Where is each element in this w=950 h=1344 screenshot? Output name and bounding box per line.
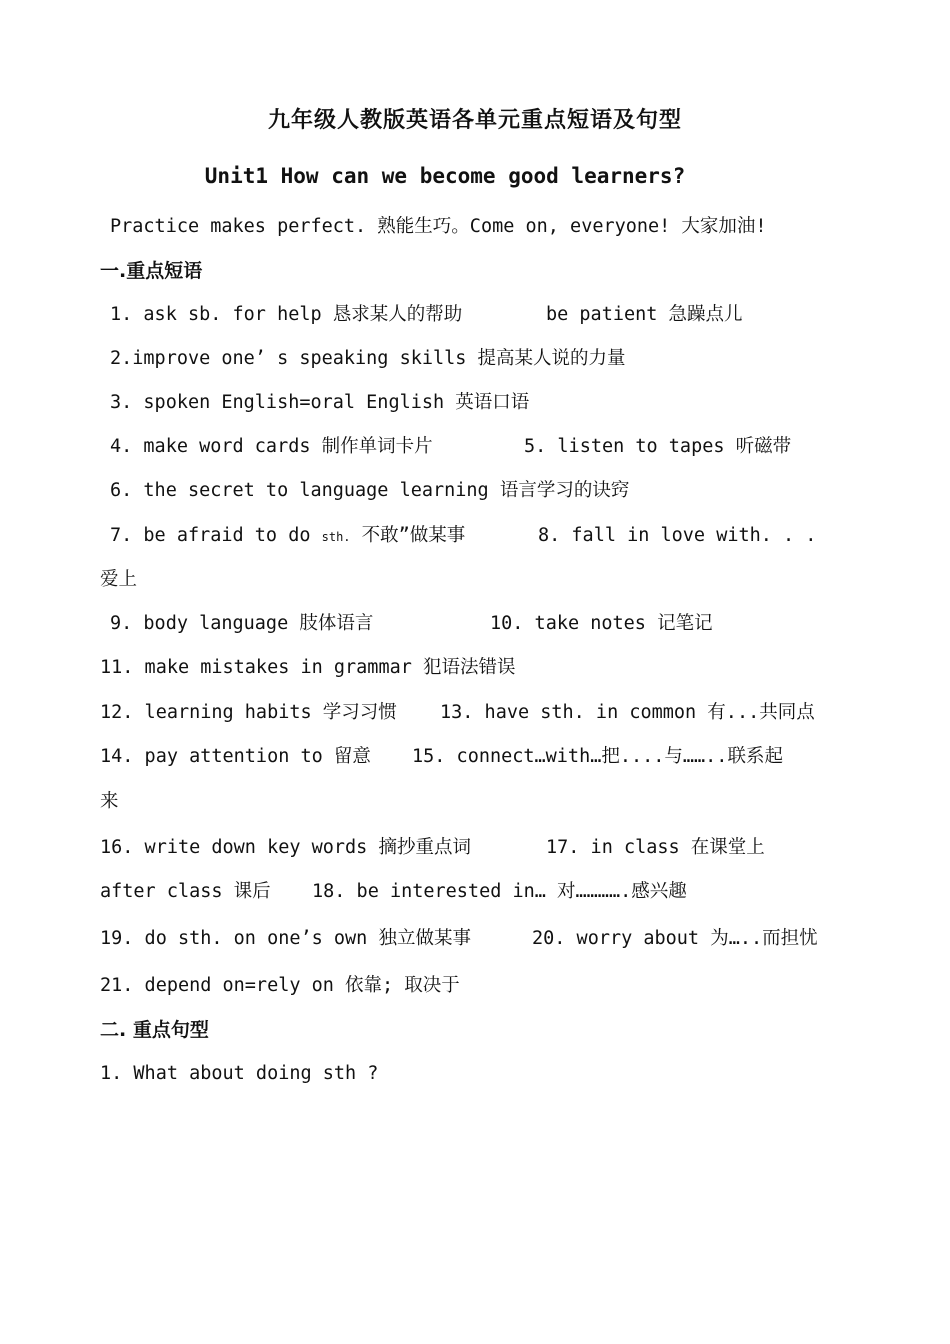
phrase-text: 7. be afraid to do (110, 525, 311, 546)
section-heading-sentences: 二. 重点句型 (100, 1019, 209, 1041)
section-heading-phrases: 一.重点短语 (100, 260, 203, 282)
phrase-line: 8. fall in love with. . . (538, 525, 817, 546)
unit-title: Unit1 How can we become good learners? (204, 164, 686, 188)
sentence-line: 1. What about doing sth ? (100, 1063, 379, 1084)
phrase-line: after class 课后 (100, 881, 271, 902)
phrase-line: 2.improve one’ s speaking skills 提高某人说的力量 (110, 348, 626, 369)
phrase-line (110, 523, 465, 550)
phrase-line: 21. depend on=rely on 依靠; 取决于 (100, 975, 460, 996)
phrase-line: 16. write down key words 摘抄重点词 (100, 837, 471, 858)
document-title: 九年级人教版英语各单元重点短语及句型 (267, 108, 682, 133)
phrase-line: 14. pay attention to 留意 (100, 746, 371, 767)
phrase-line: 3. spoken English=oral English 英语口语 (110, 392, 530, 413)
phrase-line: 19. do sth. on one’s own 独立做某事 (100, 928, 471, 949)
phrase-line-wrap: 来 (100, 791, 119, 812)
phrase-line: be patient 急躁点儿 (546, 304, 743, 325)
phrase-line-wrap: 爱上 (100, 569, 138, 590)
phrase-line: 9. body language 肢体语言 (110, 613, 374, 634)
phrase-line: 10. take notes 记笔记 (490, 613, 713, 634)
phrase-line: 13. have sth. in common 有...共同点 (440, 702, 815, 723)
phrase-line: 20. worry about 为…..而担忧 (532, 928, 818, 949)
phrase-line: 5. listen to tapes 听磁带 (524, 436, 792, 457)
motto-line: Practice makes perfect. 熟能生巧。Come on, everyone! 大家加油! (110, 216, 767, 237)
phrase-line: 15. connect…with…把....与……..联系起 (412, 746, 783, 767)
phrase-line: 6. the secret to language learning 语言学习的诀窍 (110, 480, 630, 501)
phrase-line: 11. make mistakes in grammar 犯语法错误 (100, 657, 516, 678)
phrase-line: 18. be interested in… 对………….感兴趣 (312, 881, 687, 902)
phrase-abbrev: sth. (321, 530, 351, 544)
phrase-line: 1. ask sb. for help 恳求某人的帮助 (110, 304, 463, 325)
phrase-line: 4. make word cards 制作单词卡片 (110, 436, 433, 457)
phrase-line: 17. in class 在课堂上 (546, 837, 765, 858)
phrase-line: 12. learning habits 学习习惯 (100, 702, 397, 723)
phrase-text: 不敢”做某事 (350, 525, 466, 546)
